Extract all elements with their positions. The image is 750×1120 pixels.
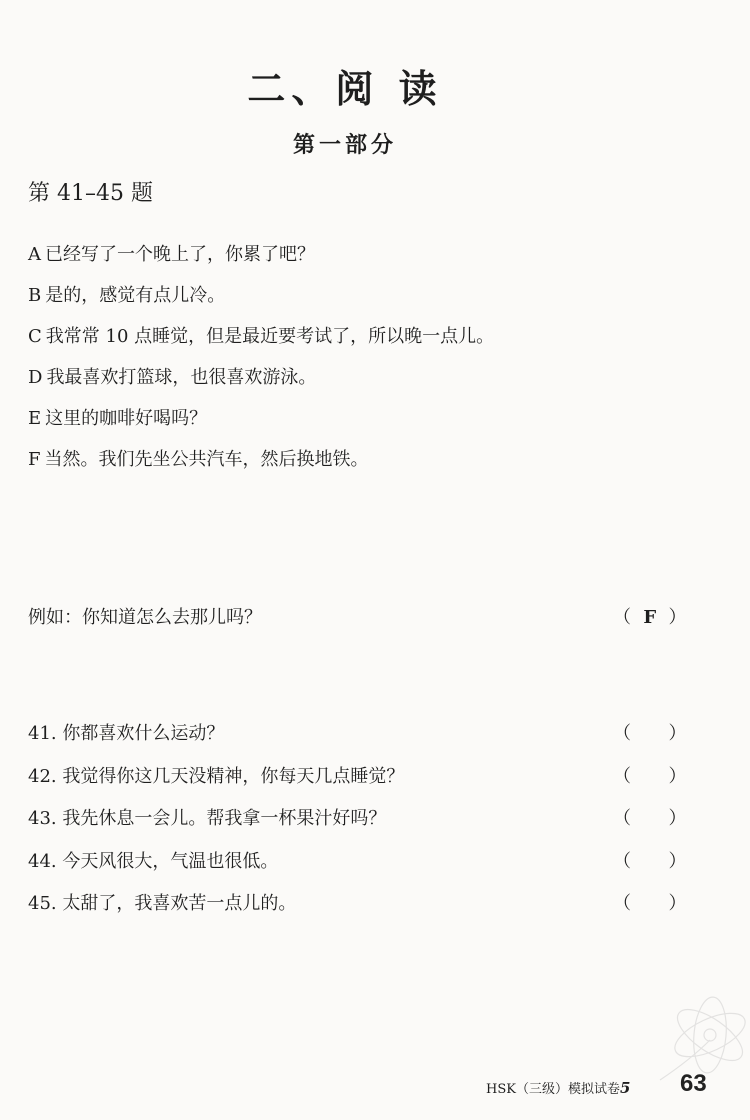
option-text: 我最喜欢打篮球，也很喜欢游泳。	[46, 367, 317, 388]
answer-box[interactable]: （ ）	[613, 765, 687, 787]
option-letter: D	[28, 367, 43, 388]
option-letter: F	[28, 449, 41, 470]
question-number: 41.	[28, 723, 57, 744]
question-text: 今天风很大，气温也很低。	[62, 850, 279, 872]
option-text: 当然。我们先坐公共汽车，然后换地铁。	[44, 449, 369, 470]
question-text: 你都喜欢什么运动？	[62, 723, 225, 744]
question-number: 45.	[28, 893, 57, 914]
option-letter: B	[28, 285, 42, 306]
question-41	[28, 718, 687, 761]
question-number: 44.	[28, 850, 57, 872]
answer-options-list	[28, 240, 494, 486]
example-text: 你知道怎么去那儿吗？	[82, 607, 262, 628]
example-label: 例如：	[28, 607, 82, 628]
question-number: 43.	[28, 808, 57, 829]
option-f	[28, 445, 494, 486]
part-title: 第一部分	[292, 132, 397, 158]
question-number: 42.	[28, 765, 57, 787]
footer-volume: 5	[619, 1079, 631, 1097]
option-text: 这里的咖啡好喝吗？	[45, 408, 208, 429]
option-d	[28, 363, 494, 404]
footer-series: HSK（三级）模拟试卷	[486, 1082, 620, 1097]
option-c	[28, 322, 494, 363]
example-question	[28, 602, 687, 634]
answer-box[interactable]: （ ）	[613, 808, 687, 829]
example-answer-box: （ F ）	[613, 602, 673, 634]
option-letter: C	[28, 326, 42, 347]
option-e	[28, 404, 494, 445]
question-text: 太甜了，我喜欢苦一点儿的。	[62, 893, 297, 914]
section-title: 二、阅 读	[247, 66, 443, 111]
option-b	[28, 281, 494, 322]
question-range: 第 41–45 题	[28, 181, 153, 206]
option-a	[28, 240, 494, 281]
option-text: 是的，感觉有点儿冷。	[45, 285, 226, 306]
question-42	[28, 761, 687, 804]
questions-list	[28, 718, 687, 931]
option-letter: E	[28, 408, 42, 429]
question-45	[28, 888, 687, 931]
page-footer	[486, 1076, 630, 1102]
option-text: 我常常 10 点睡觉，但是最近要考试了，所以晚一点儿。	[45, 326, 495, 347]
answer-box[interactable]: （ ）	[613, 850, 687, 872]
question-text: 我觉得你这几天没精神，你每天几点睡觉？	[62, 765, 405, 787]
page-number: 63	[680, 1070, 707, 1097]
question-44	[28, 846, 687, 889]
answer-box[interactable]: （ ）	[613, 893, 687, 914]
question-43	[28, 803, 687, 846]
option-letter: A	[28, 244, 41, 265]
option-text: 已经写了一个晚上了，你累了吧？	[45, 244, 315, 265]
answer-box[interactable]: （ ）	[613, 723, 687, 744]
example-answer: F	[643, 607, 657, 628]
question-text: 我先休息一会儿。帮我拿一杯果汁好吗？	[62, 808, 387, 829]
